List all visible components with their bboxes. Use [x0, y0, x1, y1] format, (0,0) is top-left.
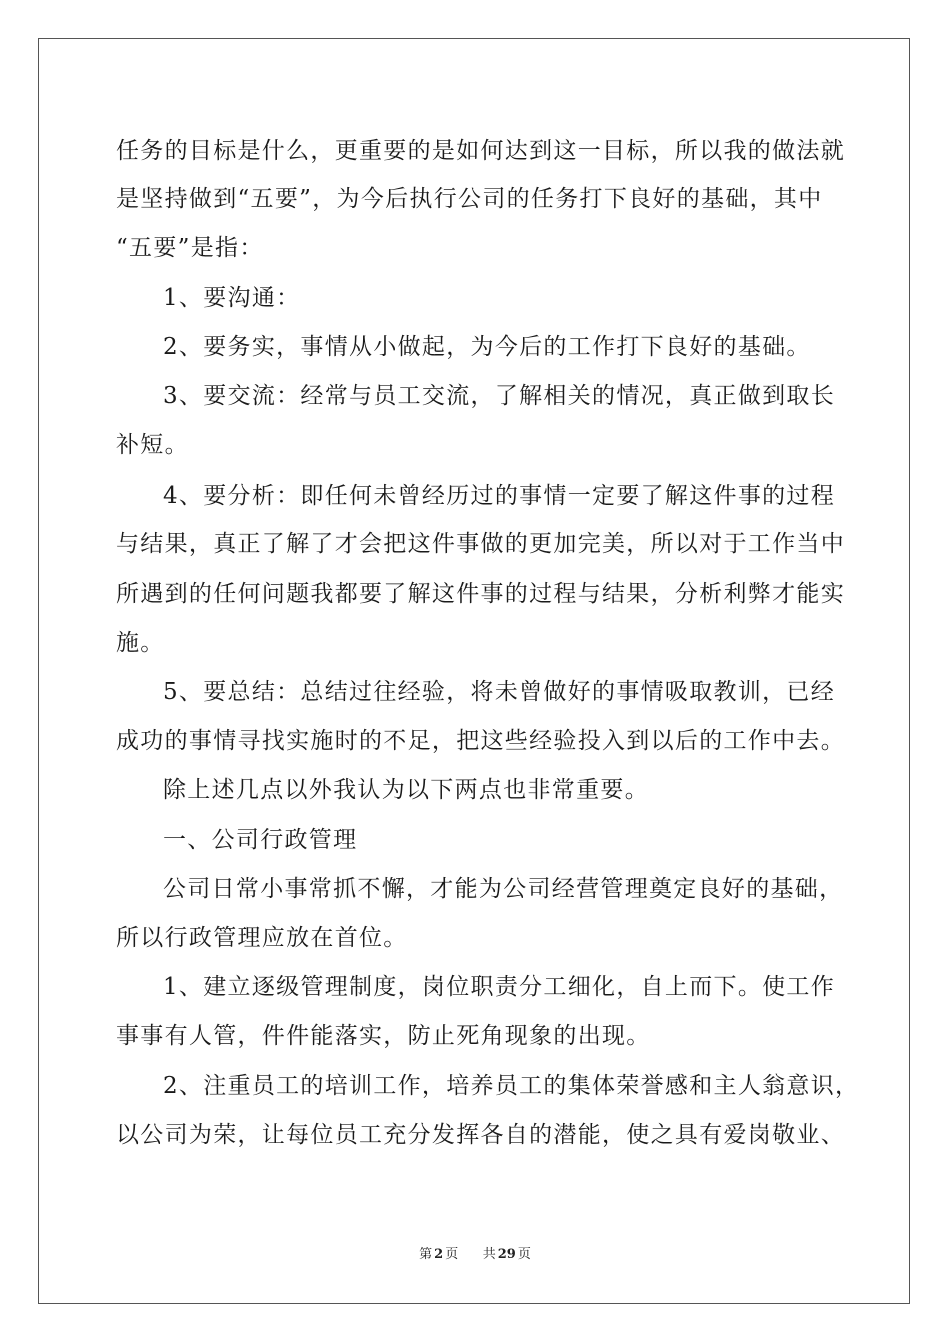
page-number: 2: [434, 1247, 444, 1262]
text-line: 成功的事情寻找实施时的不足，把这些经验投入到以后的工作中去。: [116, 728, 845, 754]
page-footer: [0, 1246, 950, 1264]
text-line: 公司日常小事常抓不懈，才能为公司经营管理奠定良好的基础，: [163, 876, 844, 902]
text-line: 以公司为荣，让每位员工充分发挥各自的潜能，使之具有爱岗敬业、: [116, 1122, 845, 1148]
text-line: 3、要交流：经常与员工交流，了解相关的情况，真正做到取长: [163, 383, 836, 409]
text-line: 一、公司行政管理: [163, 827, 358, 853]
text-line: 2、注重员工的培训工作，培养员工的集体荣誉感和主人翁意识，: [163, 1073, 860, 1099]
text-line: 任务的目标是什么，更重要的是如何达到这一目标，所以我的做法就: [116, 138, 845, 164]
text-line: 所以行政管理应放在首位。: [116, 925, 408, 951]
text-line: “五要”是指：: [116, 235, 264, 261]
total-pages-indicator: 共 29 页: [482, 1247, 531, 1262]
text-line: 补短。: [116, 432, 189, 458]
page-border: [38, 38, 910, 1304]
text-line: 5、要总结：总结过往经验，将未曾做好的事情吸取教训，已经: [163, 679, 836, 705]
text-line: 事事有人管，件件能落实，防止死角现象的出现。: [116, 1023, 651, 1049]
text-line: 4、要分析：即任何未曾经历过的事情一定要了解这件事的过程: [163, 483, 836, 509]
text-line: 2、要务实，事情从小做起，为今后的工作打下良好的基础。: [163, 334, 811, 360]
total-pages: 29: [497, 1247, 516, 1262]
text-line: 与结果，真正了解了才会把这件事做的更加完美，所以对于工作当中: [116, 531, 845, 557]
text-line: 所遇到的任何问题我都要了解这件事的过程与结果，分析利弊才能实: [116, 581, 845, 607]
text-line: 除上述几点以外我认为以下两点也非常重要。: [163, 777, 649, 803]
text-line: 1、建立逐级管理制度，岗位职责分工细化，自上而下。使工作: [163, 974, 836, 1000]
text-line: 施。: [116, 630, 165, 656]
text-line: 1、要沟通：: [163, 285, 301, 311]
text-line: 是坚持做到“五要”，为今后执行公司的任务打下良好的基础，其中: [116, 186, 823, 212]
page-indicator: 第 2 页: [419, 1247, 459, 1262]
